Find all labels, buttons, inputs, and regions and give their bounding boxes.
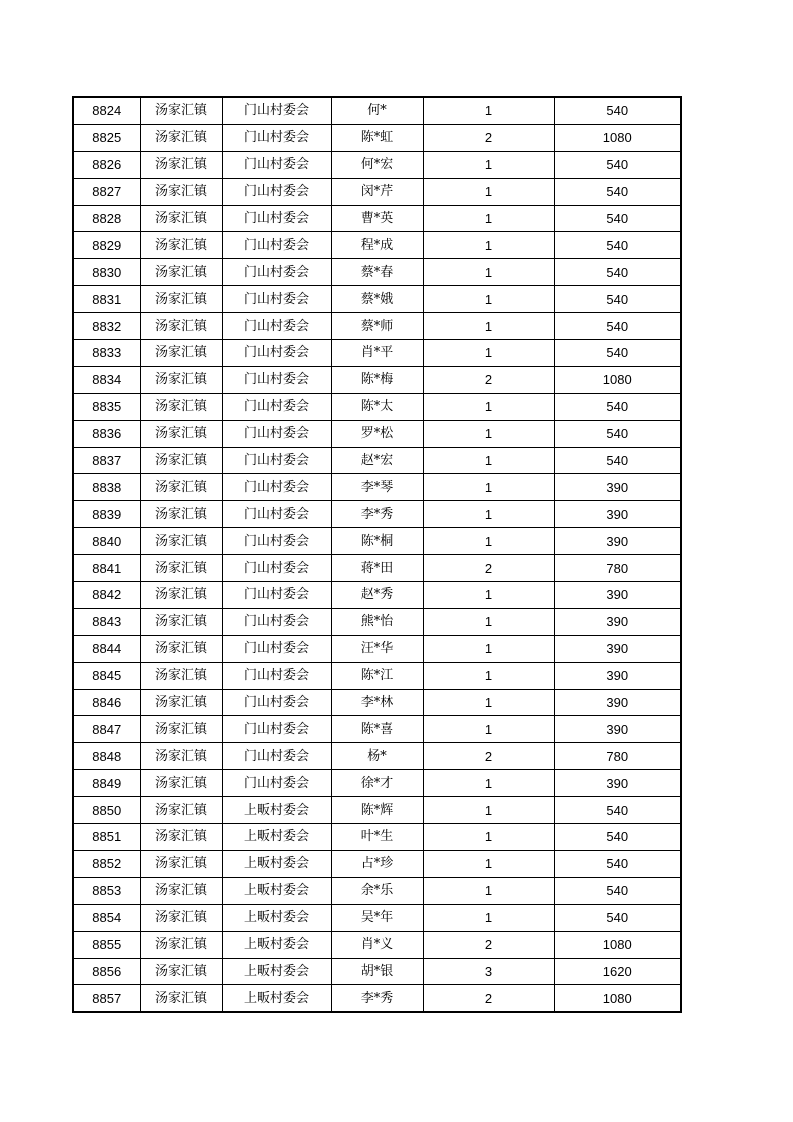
- records-table-body: [73, 97, 681, 1012]
- town-cell: 汤家汇镇: [140, 313, 222, 340]
- table-row: [73, 743, 681, 770]
- town-cell: 汤家汇镇: [140, 582, 222, 609]
- household-count-cell: 1: [423, 151, 554, 178]
- town-cell: 汤家汇镇: [140, 931, 222, 958]
- table-row: [73, 124, 681, 151]
- table-row: [73, 97, 681, 124]
- village-cell: 门山村委会: [222, 474, 331, 501]
- village-cell: 门山村委会: [222, 447, 331, 474]
- town-cell: 汤家汇镇: [140, 716, 222, 743]
- town-cell: 汤家汇镇: [140, 770, 222, 797]
- table-row: [73, 366, 681, 393]
- row-id-cell: 8840: [73, 528, 140, 555]
- person-name-cell: 汪*华: [331, 635, 423, 662]
- village-cell: 门山村委会: [222, 259, 331, 286]
- household-count-cell: 2: [423, 366, 554, 393]
- household-count-cell: 1: [423, 635, 554, 662]
- amount-cell: 540: [554, 151, 681, 178]
- village-cell: 门山村委会: [222, 178, 331, 205]
- amount-cell: 390: [554, 770, 681, 797]
- row-id-cell: 8846: [73, 689, 140, 716]
- household-count-cell: 1: [423, 608, 554, 635]
- row-id-cell: 8836: [73, 420, 140, 447]
- household-count-cell: 1: [423, 393, 554, 420]
- village-cell: 上畈村委会: [222, 797, 331, 824]
- town-cell: 汤家汇镇: [140, 635, 222, 662]
- village-cell: 门山村委会: [222, 662, 331, 689]
- person-name-cell: 陈*桐: [331, 528, 423, 555]
- town-cell: 汤家汇镇: [140, 232, 222, 259]
- amount-cell: 540: [554, 313, 681, 340]
- row-id-cell: 8853: [73, 877, 140, 904]
- person-name-cell: 李*秀: [331, 501, 423, 528]
- household-count-cell: 1: [423, 259, 554, 286]
- amount-cell: 390: [554, 716, 681, 743]
- household-count-cell: 1: [423, 474, 554, 501]
- household-count-cell: 2: [423, 555, 554, 582]
- person-name-cell: 余*乐: [331, 877, 423, 904]
- row-id-cell: 8856: [73, 958, 140, 985]
- amount-cell: 540: [554, 205, 681, 232]
- amount-cell: 540: [554, 178, 681, 205]
- village-cell: 门山村委会: [222, 608, 331, 635]
- household-count-cell: 2: [423, 743, 554, 770]
- person-name-cell: 赵*秀: [331, 582, 423, 609]
- amount-cell: 1080: [554, 366, 681, 393]
- table-row: [73, 528, 681, 555]
- town-cell: 汤家汇镇: [140, 850, 222, 877]
- row-id-cell: 8851: [73, 824, 140, 851]
- town-cell: 汤家汇镇: [140, 904, 222, 931]
- person-name-cell: 赵*宏: [331, 447, 423, 474]
- table-row: [73, 904, 681, 931]
- row-id-cell: 8827: [73, 178, 140, 205]
- person-name-cell: 蒋*田: [331, 555, 423, 582]
- town-cell: 汤家汇镇: [140, 608, 222, 635]
- person-name-cell: 徐*才: [331, 770, 423, 797]
- row-id-cell: 8828: [73, 205, 140, 232]
- table-row: [73, 313, 681, 340]
- person-name-cell: 罗*松: [331, 420, 423, 447]
- household-count-cell: 2: [423, 931, 554, 958]
- household-count-cell: 1: [423, 850, 554, 877]
- person-name-cell: 占*珍: [331, 850, 423, 877]
- town-cell: 汤家汇镇: [140, 124, 222, 151]
- person-name-cell: 蔡*娥: [331, 286, 423, 313]
- household-count-cell: 1: [423, 716, 554, 743]
- table-row: [73, 474, 681, 501]
- town-cell: 汤家汇镇: [140, 689, 222, 716]
- amount-cell: 540: [554, 850, 681, 877]
- town-cell: 汤家汇镇: [140, 958, 222, 985]
- row-id-cell: 8852: [73, 850, 140, 877]
- household-count-cell: 1: [423, 904, 554, 931]
- household-count-cell: 1: [423, 205, 554, 232]
- person-name-cell: 曹*英: [331, 205, 423, 232]
- table-row: [73, 420, 681, 447]
- town-cell: 汤家汇镇: [140, 877, 222, 904]
- household-count-cell: 1: [423, 97, 554, 124]
- amount-cell: 540: [554, 797, 681, 824]
- table-row: [73, 205, 681, 232]
- household-count-cell: 2: [423, 985, 554, 1012]
- row-id-cell: 8845: [73, 662, 140, 689]
- town-cell: 汤家汇镇: [140, 824, 222, 851]
- table-row: [73, 501, 681, 528]
- village-cell: 门山村委会: [222, 393, 331, 420]
- village-cell: 门山村委会: [222, 635, 331, 662]
- village-cell: 上畈村委会: [222, 958, 331, 985]
- row-id-cell: 8850: [73, 797, 140, 824]
- person-name-cell: 陈*梅: [331, 366, 423, 393]
- amount-cell: 540: [554, 97, 681, 124]
- row-id-cell: 8841: [73, 555, 140, 582]
- person-name-cell: 胡*银: [331, 958, 423, 985]
- village-cell: 上畈村委会: [222, 850, 331, 877]
- town-cell: 汤家汇镇: [140, 501, 222, 528]
- person-name-cell: 陈*太: [331, 393, 423, 420]
- amount-cell: 1080: [554, 124, 681, 151]
- row-id-cell: 8829: [73, 232, 140, 259]
- amount-cell: 390: [554, 608, 681, 635]
- table-row: [73, 958, 681, 985]
- amount-cell: 390: [554, 474, 681, 501]
- table-row: [73, 824, 681, 851]
- village-cell: 门山村委会: [222, 770, 331, 797]
- row-id-cell: 8834: [73, 366, 140, 393]
- village-cell: 门山村委会: [222, 124, 331, 151]
- town-cell: 汤家汇镇: [140, 205, 222, 232]
- amount-cell: 540: [554, 447, 681, 474]
- amount-cell: 540: [554, 824, 681, 851]
- village-cell: 门山村委会: [222, 420, 331, 447]
- village-cell: 门山村委会: [222, 743, 331, 770]
- row-id-cell: 8830: [73, 259, 140, 286]
- table-row: [73, 770, 681, 797]
- table-row: [73, 662, 681, 689]
- person-name-cell: 肖*义: [331, 931, 423, 958]
- amount-cell: 540: [554, 904, 681, 931]
- table-row: [73, 985, 681, 1012]
- household-count-cell: 1: [423, 420, 554, 447]
- table-row: [73, 635, 681, 662]
- person-name-cell: 李*琴: [331, 474, 423, 501]
- person-name-cell: 陈*虹: [331, 124, 423, 151]
- row-id-cell: 8832: [73, 313, 140, 340]
- row-id-cell: 8824: [73, 97, 140, 124]
- row-id-cell: 8838: [73, 474, 140, 501]
- person-name-cell: 何*: [331, 97, 423, 124]
- town-cell: 汤家汇镇: [140, 662, 222, 689]
- table-row: [73, 340, 681, 367]
- person-name-cell: 肖*平: [331, 340, 423, 367]
- town-cell: 汤家汇镇: [140, 743, 222, 770]
- amount-cell: 780: [554, 555, 681, 582]
- table-row: [73, 447, 681, 474]
- person-name-cell: 蔡*师: [331, 313, 423, 340]
- village-cell: 门山村委会: [222, 97, 331, 124]
- household-count-cell: 1: [423, 447, 554, 474]
- town-cell: 汤家汇镇: [140, 393, 222, 420]
- amount-cell: 1620: [554, 958, 681, 985]
- household-count-cell: 1: [423, 313, 554, 340]
- household-count-cell: 1: [423, 501, 554, 528]
- village-cell: 门山村委会: [222, 366, 331, 393]
- village-cell: 门山村委会: [222, 313, 331, 340]
- household-count-cell: 1: [423, 877, 554, 904]
- person-name-cell: 闵*芹: [331, 178, 423, 205]
- town-cell: 汤家汇镇: [140, 797, 222, 824]
- village-cell: 门山村委会: [222, 205, 331, 232]
- village-cell: 上畈村委会: [222, 824, 331, 851]
- row-id-cell: 8825: [73, 124, 140, 151]
- household-count-cell: 1: [423, 178, 554, 205]
- person-name-cell: 陈*辉: [331, 797, 423, 824]
- village-cell: 门山村委会: [222, 501, 331, 528]
- amount-cell: 540: [554, 232, 681, 259]
- village-cell: 门山村委会: [222, 716, 331, 743]
- village-cell: 门山村委会: [222, 528, 331, 555]
- village-cell: 上畈村委会: [222, 877, 331, 904]
- row-id-cell: 8839: [73, 501, 140, 528]
- person-name-cell: 陈*江: [331, 662, 423, 689]
- household-count-cell: 2: [423, 124, 554, 151]
- amount-cell: 540: [554, 286, 681, 313]
- person-name-cell: 熊*怡: [331, 608, 423, 635]
- household-count-cell: 1: [423, 232, 554, 259]
- village-cell: 上畈村委会: [222, 904, 331, 931]
- table-row: [73, 151, 681, 178]
- amount-cell: 390: [554, 662, 681, 689]
- row-id-cell: 8847: [73, 716, 140, 743]
- table-row: [73, 232, 681, 259]
- row-id-cell: 8849: [73, 770, 140, 797]
- household-count-cell: 1: [423, 582, 554, 609]
- village-cell: 门山村委会: [222, 689, 331, 716]
- village-cell: 门山村委会: [222, 555, 331, 582]
- table-row: [73, 393, 681, 420]
- table-row: [73, 797, 681, 824]
- amount-cell: 540: [554, 877, 681, 904]
- household-count-cell: 1: [423, 340, 554, 367]
- town-cell: 汤家汇镇: [140, 366, 222, 393]
- town-cell: 汤家汇镇: [140, 178, 222, 205]
- town-cell: 汤家汇镇: [140, 420, 222, 447]
- village-cell: 上畈村委会: [222, 985, 331, 1012]
- village-cell: 门山村委会: [222, 151, 331, 178]
- amount-cell: 540: [554, 393, 681, 420]
- row-id-cell: 8842: [73, 582, 140, 609]
- row-id-cell: 8854: [73, 904, 140, 931]
- town-cell: 汤家汇镇: [140, 340, 222, 367]
- village-cell: 门山村委会: [222, 340, 331, 367]
- person-name-cell: 程*成: [331, 232, 423, 259]
- person-name-cell: 李*林: [331, 689, 423, 716]
- table-row: [73, 178, 681, 205]
- village-cell: 门山村委会: [222, 232, 331, 259]
- household-count-cell: 1: [423, 528, 554, 555]
- amount-cell: 390: [554, 689, 681, 716]
- town-cell: 汤家汇镇: [140, 528, 222, 555]
- row-id-cell: 8844: [73, 635, 140, 662]
- table-row: [73, 259, 681, 286]
- table-row: [73, 608, 681, 635]
- row-id-cell: 8837: [73, 447, 140, 474]
- household-count-cell: 1: [423, 286, 554, 313]
- table-row: [73, 582, 681, 609]
- amount-cell: 540: [554, 420, 681, 447]
- town-cell: 汤家汇镇: [140, 259, 222, 286]
- records-table: [72, 96, 682, 1013]
- table-row: [73, 877, 681, 904]
- amount-cell: 390: [554, 582, 681, 609]
- person-name-cell: 杨*: [331, 743, 423, 770]
- amount-cell: 1080: [554, 931, 681, 958]
- person-name-cell: 吴*年: [331, 904, 423, 931]
- village-cell: 上畈村委会: [222, 931, 331, 958]
- town-cell: 汤家汇镇: [140, 97, 222, 124]
- amount-cell: 540: [554, 340, 681, 367]
- row-id-cell: 8855: [73, 931, 140, 958]
- table-row: [73, 931, 681, 958]
- village-cell: 门山村委会: [222, 582, 331, 609]
- row-id-cell: 8833: [73, 340, 140, 367]
- person-name-cell: 陈*喜: [331, 716, 423, 743]
- household-count-cell: 1: [423, 662, 554, 689]
- amount-cell: 780: [554, 743, 681, 770]
- row-id-cell: 8843: [73, 608, 140, 635]
- person-name-cell: 李*秀: [331, 985, 423, 1012]
- household-count-cell: 3: [423, 958, 554, 985]
- town-cell: 汤家汇镇: [140, 447, 222, 474]
- table-row: [73, 689, 681, 716]
- amount-cell: 1080: [554, 985, 681, 1012]
- town-cell: 汤家汇镇: [140, 555, 222, 582]
- row-id-cell: 8835: [73, 393, 140, 420]
- person-name-cell: 蔡*春: [331, 259, 423, 286]
- town-cell: 汤家汇镇: [140, 985, 222, 1012]
- household-count-cell: 1: [423, 824, 554, 851]
- amount-cell: 390: [554, 635, 681, 662]
- person-name-cell: 何*宏: [331, 151, 423, 178]
- amount-cell: 540: [554, 259, 681, 286]
- person-name-cell: 叶*生: [331, 824, 423, 851]
- table-row: [73, 555, 681, 582]
- household-count-cell: 1: [423, 689, 554, 716]
- table-row: [73, 286, 681, 313]
- table-row: [73, 850, 681, 877]
- town-cell: 汤家汇镇: [140, 151, 222, 178]
- household-count-cell: 1: [423, 797, 554, 824]
- amount-cell: 390: [554, 501, 681, 528]
- row-id-cell: 8857: [73, 985, 140, 1012]
- row-id-cell: 8831: [73, 286, 140, 313]
- town-cell: 汤家汇镇: [140, 286, 222, 313]
- village-cell: 门山村委会: [222, 286, 331, 313]
- table-row: [73, 716, 681, 743]
- row-id-cell: 8848: [73, 743, 140, 770]
- town-cell: 汤家汇镇: [140, 474, 222, 501]
- household-count-cell: 1: [423, 770, 554, 797]
- amount-cell: 390: [554, 528, 681, 555]
- row-id-cell: 8826: [73, 151, 140, 178]
